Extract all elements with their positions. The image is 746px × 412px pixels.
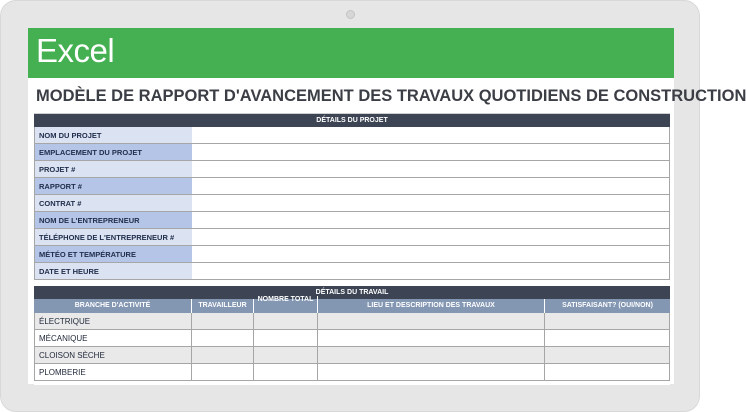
satisfactory-cell[interactable] [545,330,670,347]
total-cell[interactable] [254,330,318,347]
trade-cell[interactable]: MÉCANIQUE [34,330,192,347]
trade-cell[interactable]: ÉLECTRIQUE [34,313,192,330]
trade-cell[interactable]: PLOMBERIE [34,364,192,381]
field-label: MÉTÉO ET TEMPÉRATURE [34,246,194,263]
field-label: RAPPORT # [34,178,194,195]
report-number-cell[interactable] [192,178,670,195]
app-title: Excel [36,32,115,69]
worker-cell[interactable] [192,313,254,330]
project-field-row [34,144,670,161]
worker-cell[interactable] [192,347,254,364]
date-time-cell[interactable] [192,263,670,280]
satisfactory-cell[interactable] [545,347,670,364]
work-details-header: DÉTAILS DU TRAVAIL [34,286,670,299]
spreadsheet [34,113,670,385]
contractor-phone-cell[interactable] [192,229,670,246]
field-label: PROJET # [34,161,194,178]
column-header-worker: TRAVAILLEUR [192,299,254,313]
project-number-cell[interactable] [192,161,670,178]
document-title: MODÈLE DE RAPPORT D'AVANCEMENT DES TRAVAUX QUOTIDIENS DE CONSTRUCTION [36,87,746,105]
table-row [34,313,670,330]
field-label: CONTRAT # [34,195,194,212]
field-label: DATE ET HEURE [34,263,194,280]
satisfactory-cell[interactable] [545,364,670,381]
field-label: EMPLACEMENT DU PROJET [34,144,194,161]
weather-cell[interactable] [192,246,670,263]
satisfactory-cell[interactable] [545,313,670,330]
project-field-row [34,195,670,212]
project-field-row [34,229,670,246]
project-field-row [34,263,670,280]
field-label: NOM DU PROJET [34,127,194,144]
work-column-headers [34,296,670,313]
trade-cell[interactable]: CLOISON SÈCHE [34,347,192,364]
description-cell[interactable] [318,364,545,381]
project-details-header: DÉTAILS DU PROJET [34,114,670,127]
project-field-row [34,246,670,263]
description-cell[interactable] [318,313,545,330]
project-location-cell[interactable] [192,144,670,161]
worker-cell[interactable] [192,330,254,347]
table-row [34,347,670,364]
column-header-satisfactory: SATISFAISANT? (OUI/NON) [562,302,653,309]
column-header-description: LIEU ET DESCRIPTION DES TRAVAUX [318,299,545,313]
worker-cell[interactable] [192,364,254,381]
table-row [34,364,670,381]
project-field-row [34,178,670,195]
total-cell[interactable] [254,364,318,381]
description-cell[interactable] [318,330,545,347]
total-cell[interactable] [254,313,318,330]
description-cell[interactable] [318,347,545,364]
camera-dot [346,10,355,19]
contract-number-cell[interactable] [192,195,670,212]
project-field-row [34,127,670,144]
field-label: NOM DE L'ENTREPRENEUR [34,212,194,229]
screen [28,28,746,384]
contractor-name-cell[interactable] [192,212,670,229]
table-row [34,330,670,347]
total-cell[interactable] [254,347,318,364]
project-name-cell[interactable] [192,127,670,144]
project-field-row [34,161,670,178]
column-header-trade: BRANCHE D'ACTIVITÉ [34,299,192,313]
app-banner [28,28,674,78]
column-header-total: NOMBRE TOTAL [254,296,318,313]
field-label: TÉLÉPHONE DE L'ENTREPRENEUR # [34,229,194,246]
project-field-row [34,212,670,229]
